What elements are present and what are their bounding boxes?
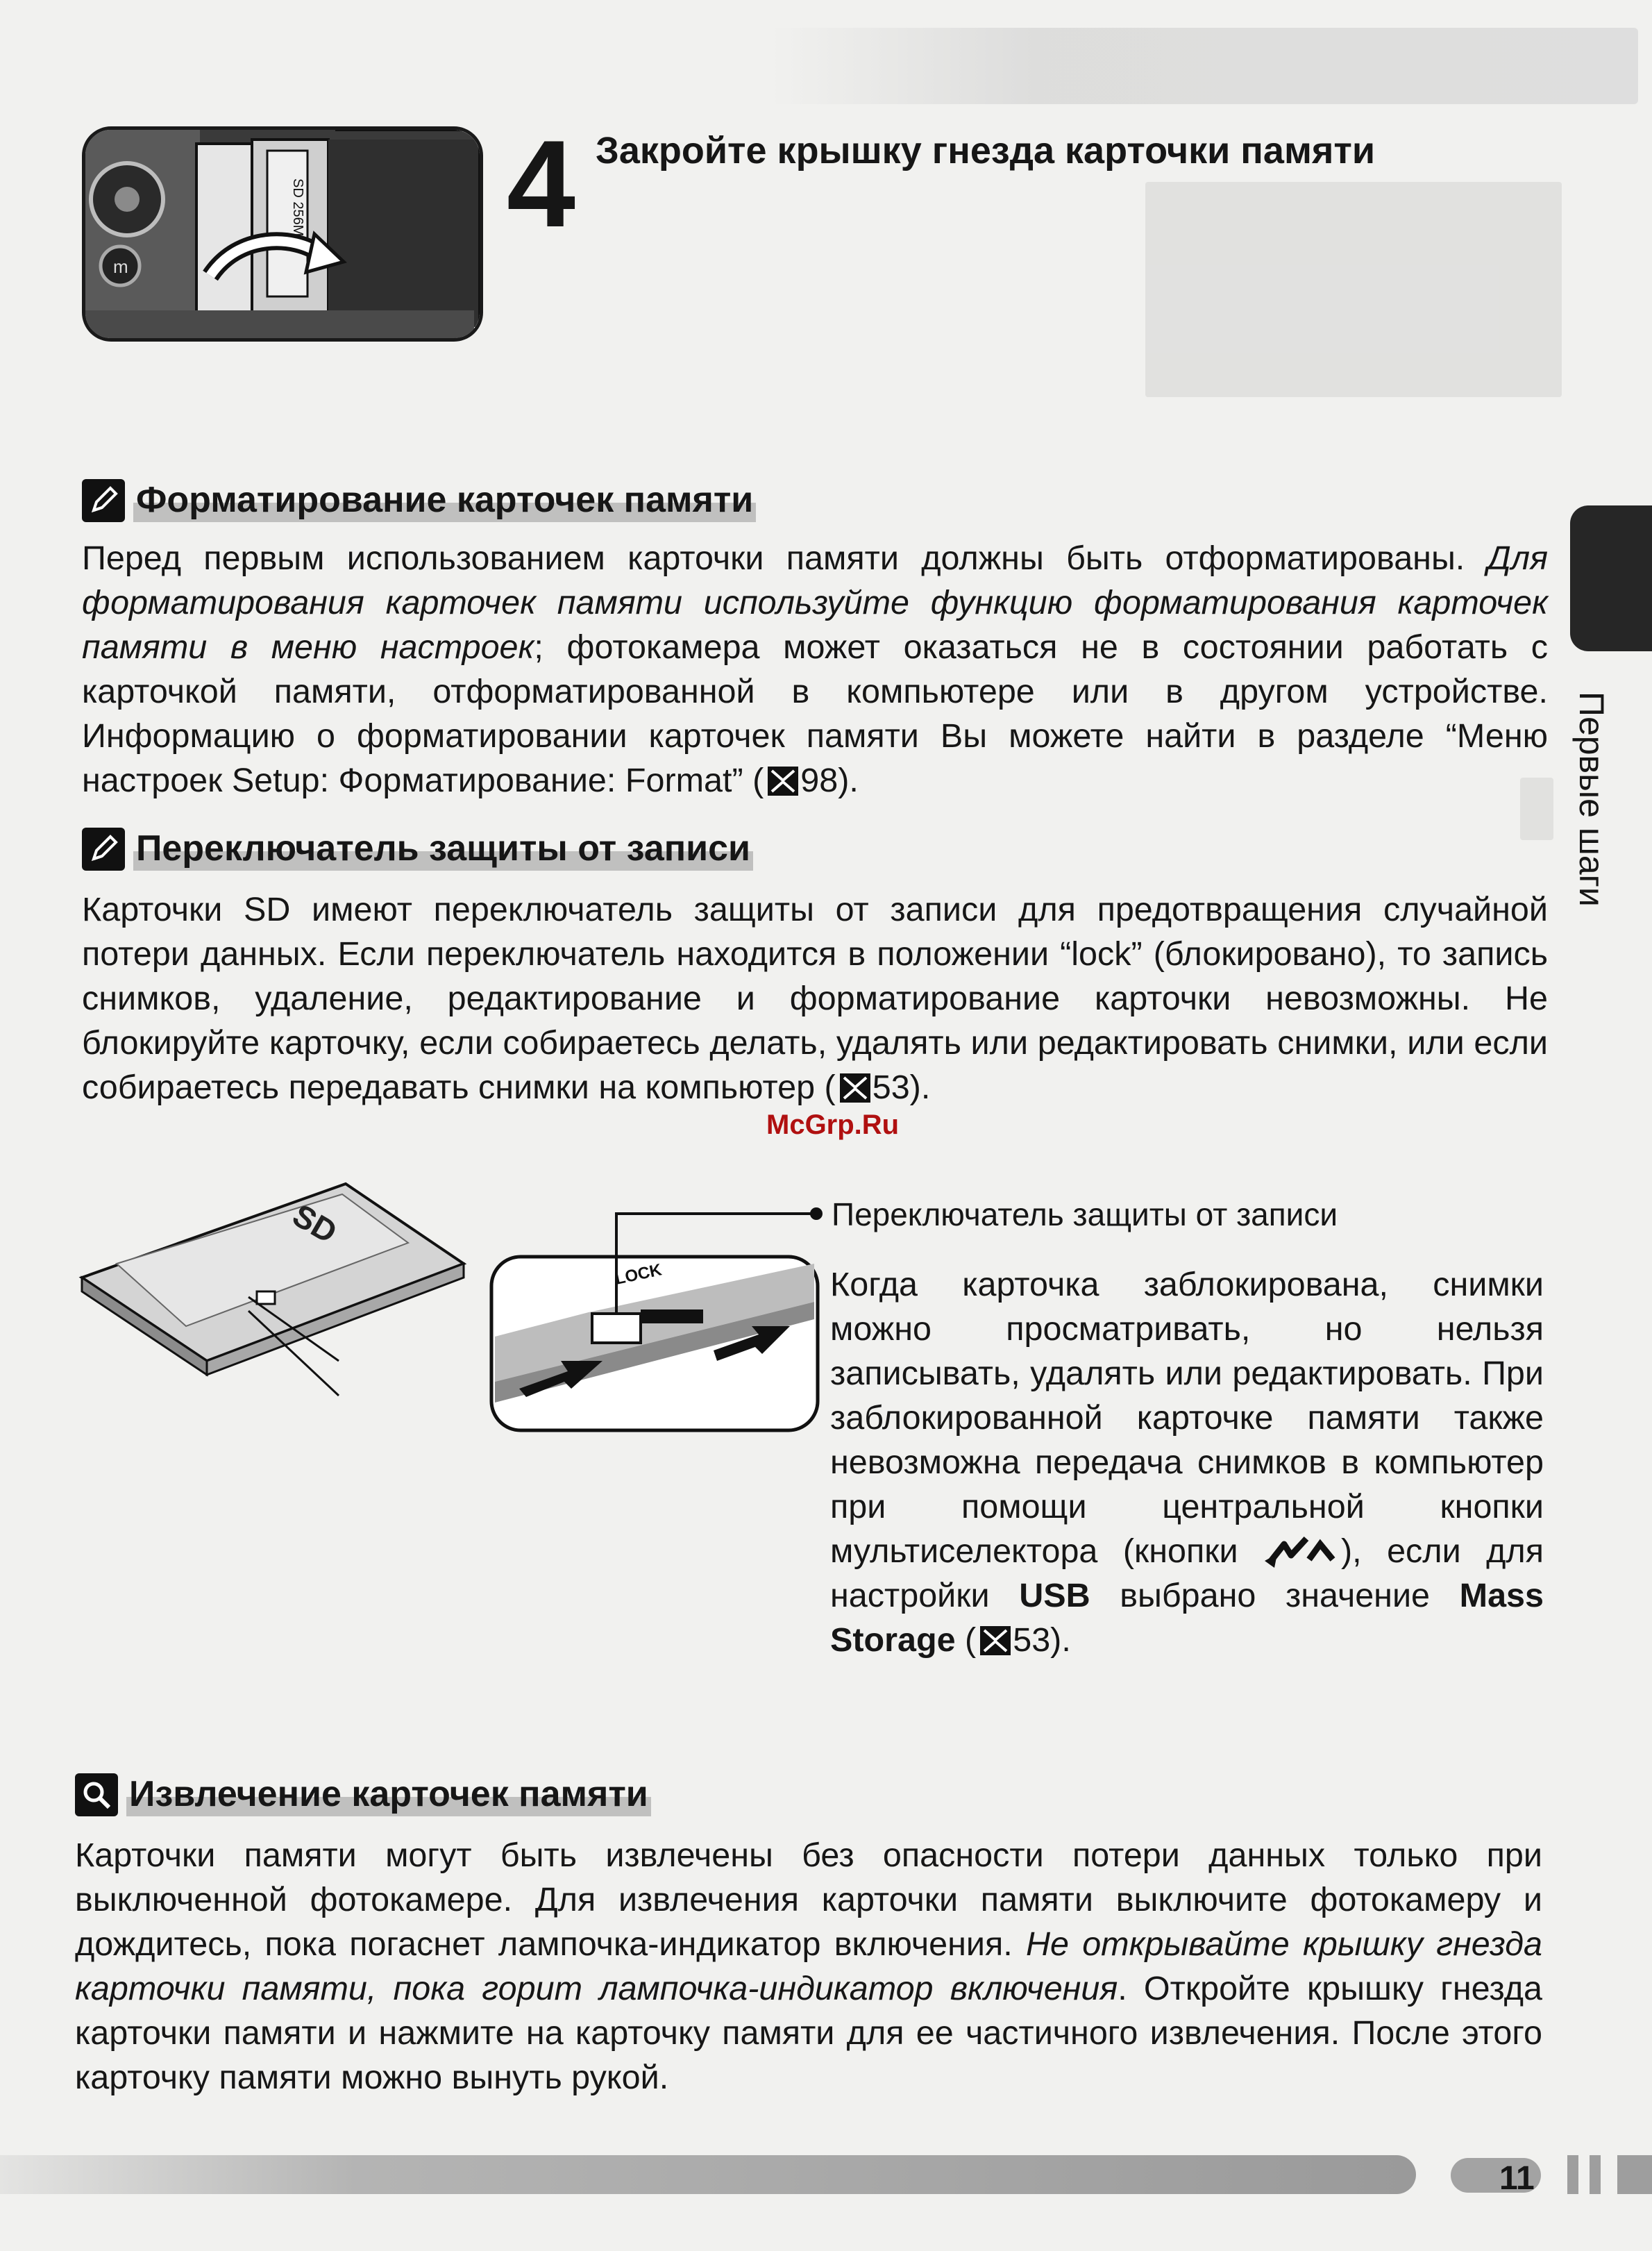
page-reference-icon xyxy=(840,1073,870,1103)
section-lock-text xyxy=(82,887,1548,1110)
watermark: McGrp.Ru xyxy=(766,1110,900,1140)
step-number: 4 xyxy=(507,115,575,253)
paren-close: ). xyxy=(909,1069,931,1106)
section-title: Извлечение карточек памяти xyxy=(126,1773,651,1816)
figure-caption xyxy=(830,1262,1544,1662)
svg-text:SD 256MB: SD 256MB xyxy=(290,178,305,246)
caption-text: ), если для настройки xyxy=(830,1532,1544,1614)
svg-text:SD: SD xyxy=(287,1196,344,1250)
mass-storage-value: Mass Storage xyxy=(830,1577,1544,1659)
footer-tick xyxy=(1567,2155,1578,2194)
sd-card-illustration xyxy=(75,1180,832,1444)
caption-text: Когда карточка заблокирована, снимки можно просматривать, но нельзя записывать, удалять или редактировать. При заблокированной карточке памяти также невозможна передача снимков в компьютер при помощи центральной кнопки мультиселектора (кнопки xyxy=(830,1266,1544,1570)
remove-text-italic: Не открывайте крышку гнезда карточки памяти, пока горит лампочка-индикатор включения xyxy=(75,1925,1543,2007)
write-protect-callout: Переключатель защиты от записи xyxy=(832,1196,1338,1232)
remove-text: Карточки памяти могут быть извлечены без опасности потери данных только при выключенной фотокамере. Для извлечения карточки памяти выключите фотокамеру и дождитесь, пока погаснет лампочка-индикатор включения. xyxy=(75,1836,1542,1963)
paren-close: ). xyxy=(1050,1621,1071,1659)
pencil-note-icon xyxy=(82,828,125,871)
page-reference-icon xyxy=(980,1626,1011,1655)
footer-tick xyxy=(1590,2155,1601,2194)
section-title: Форматирование карточек памяти xyxy=(133,479,756,522)
lock-label: LOCK xyxy=(613,1260,664,1289)
pencil-note-icon xyxy=(82,479,125,522)
usb-setting: USB xyxy=(1019,1577,1090,1614)
format-text-line: Перед первым использованием карточки памяти должны быть отформатированы. xyxy=(82,539,1465,577)
svg-text:m: m xyxy=(113,256,128,277)
caption-text: ( xyxy=(955,1621,977,1659)
camera-slot-illustration xyxy=(82,126,483,342)
section-remove-text xyxy=(75,1833,1542,2100)
chapter-tab xyxy=(1570,505,1652,651)
section-lock-heading xyxy=(82,828,753,871)
lock-text: Карточки SD имеют переключатель защиты от записи для предотвращения случайной потери данных. Если переключатель находится в положении “lock” (блокировано), то запись снимков, удаление, редактирование и форматирование карточки невозможны. Не блокируйте карточку, если собираетесь делать, удалять или редактировать снимки, или если собираетесь передавать снимки на компьютер ( xyxy=(82,891,1548,1106)
section-title: Переключатель защиты от записи xyxy=(133,828,753,871)
chapter-tab-label: Первые шаги xyxy=(1572,692,1611,907)
section-remove-heading xyxy=(75,1773,651,1816)
step-title: Закройте крышку гнезда карточки памяти xyxy=(596,130,1376,171)
remove-text: . Откройте крышку гнезда карточки памяти и нажмите на карточку памяти для ее частичного извлечения. После этого карточку памяти можно вынуть рукой. xyxy=(75,1970,1542,2096)
page-ref: 98 xyxy=(800,762,838,799)
bleed-through-header xyxy=(770,28,1638,104)
paren-close: ). xyxy=(838,762,859,799)
magnifier-note-icon xyxy=(75,1773,118,1816)
bleed-through-band xyxy=(1145,182,1562,397)
ok-button-icon xyxy=(1263,1534,1341,1569)
section-format-text xyxy=(82,536,1548,803)
page-number: 11 xyxy=(1499,2160,1535,2197)
page-ref: 53 xyxy=(872,1069,910,1106)
section-format-heading xyxy=(82,479,756,522)
page-reference-icon xyxy=(768,767,798,796)
format-text-rest: ; фотокамера может оказаться не в состоянии работать с карточкой памяти, отформатированной в компьютере или в другом устройстве. Информацию о форматировании карточек памяти Вы можете найти в разделе “Меню настроек Setup: Форматирование: Format” ( xyxy=(82,628,1548,799)
footer-tick xyxy=(1617,2155,1652,2194)
page-ref: 53 xyxy=(1013,1621,1051,1659)
format-text-italic: Для форматирования карточек памяти используйте функцию форматирования карточек памяти в меню настроек xyxy=(82,539,1548,666)
footer-bar xyxy=(0,2155,1416,2194)
caption-text: выбрано значение xyxy=(1090,1577,1460,1614)
